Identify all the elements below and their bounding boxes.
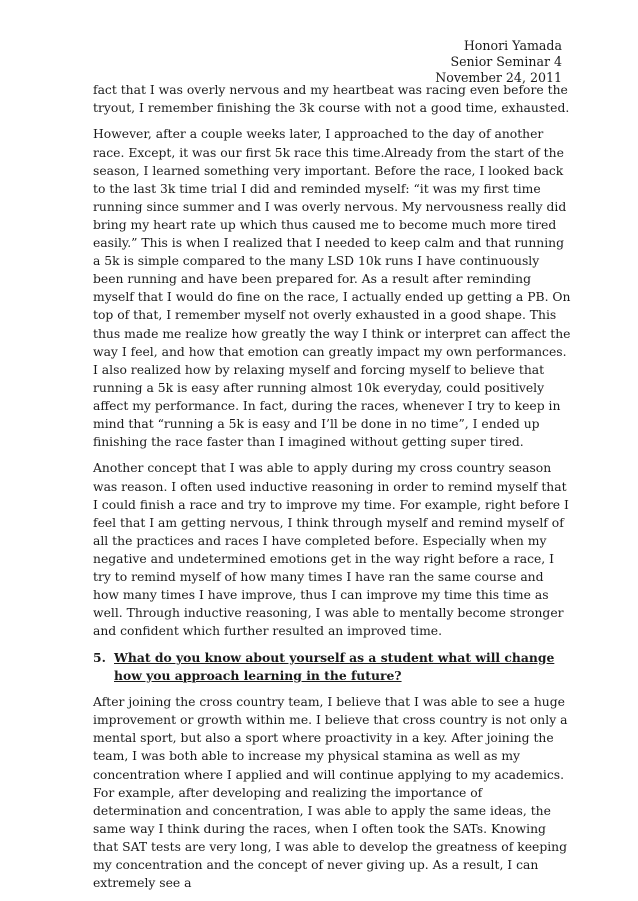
paragraph-reasoning: Another concept that I was able to apply during my cross country season was reason. I often used inductive reasoning in order to remind myself that I could finish a race and try to improve my time. For example, right before I feel that I am getting nervous, I think through myself and remind myself of all the practices and races I have completed before. Especially when my negative and undetermined emotions get in the way right before a race, I try to remind myself of how many times I have ran the same course and how many times I have improve, thus I can improve my time this time as well. Through inductive reasoning, I was able to mentally become stronger and confident which further resulted an improved time.	[93, 461, 569, 639]
document-body	[93, 81, 571, 901]
page-header	[435, 38, 562, 86]
paragraph-continuation: fact that I was overly nervous and my heartbeat was racing even before the tryout, I remember finishing the 3k course with not a good time, exhausted.	[93, 83, 570, 116]
answer-paragraph: After joining the cross country team, I believe that I was able to see a huge improvement or growth within me. I believe that cross country is not only a mental sport, but also a sport where proactivity in a key. After joining the team, I was both able to increase my physical stamina as well as my concentration where I applied and will continue applying to my academics. For example, after developing and realizing the importance of determination and concentration, I was able to apply the same ideas, the same way I think during the races, when I often took the SATs. Knowing that SAT tests are very long, I was able to develop the greatness of keeping my concentration and the concept of never giving up. As a result, I can extremely see a	[93, 695, 568, 891]
author-name: Honori Yamada	[463, 38, 562, 53]
document-date: November 24, 2011	[435, 70, 562, 85]
course-name: Senior Seminar 4	[450, 54, 562, 69]
question-heading	[93, 649, 571, 685]
question-number: 5.	[93, 649, 106, 665]
paragraph-5k-race: However, after a couple weeks later, I approached to the day of another race. Except, it was our first 5k race this time.Already from the start of the season, I learned something very important. Before the race, I looked back to the last 3k time trial I did and reminded myself: “it was my first time running since summer and I was overly nervous. My nervousness really did bring my heart rate up which thus caused me to become much more tired easily.” This is when I realized that I needed to keep calm and that running a 5k is simple compared to the many LSD 10k runs I have continuously been running and have been prepared for. As a result after reminding myself that I would do fine on the race, I actually ended up getting a PB. On top of that, I remember myself not overly exhausted in a good shape. This thus made me realize how greatly the way I think or interpret can affect the way I feel, and how that emotion can greatly impact my own performances. I also realized how by relaxing myself and forcing myself to believe that running a 5k is easy after running almost 10k everyday, could positively affect my performance. In fact, during the races, whenever I try to keep in mind that “running a 5k is easy and I’ll be done in no time”, I ended up finishing the race faster than I imagined without getting super tired.	[93, 127, 571, 450]
question-text: What do you know about yourself as a student what will change how you approach learning in the future?	[114, 649, 555, 683]
